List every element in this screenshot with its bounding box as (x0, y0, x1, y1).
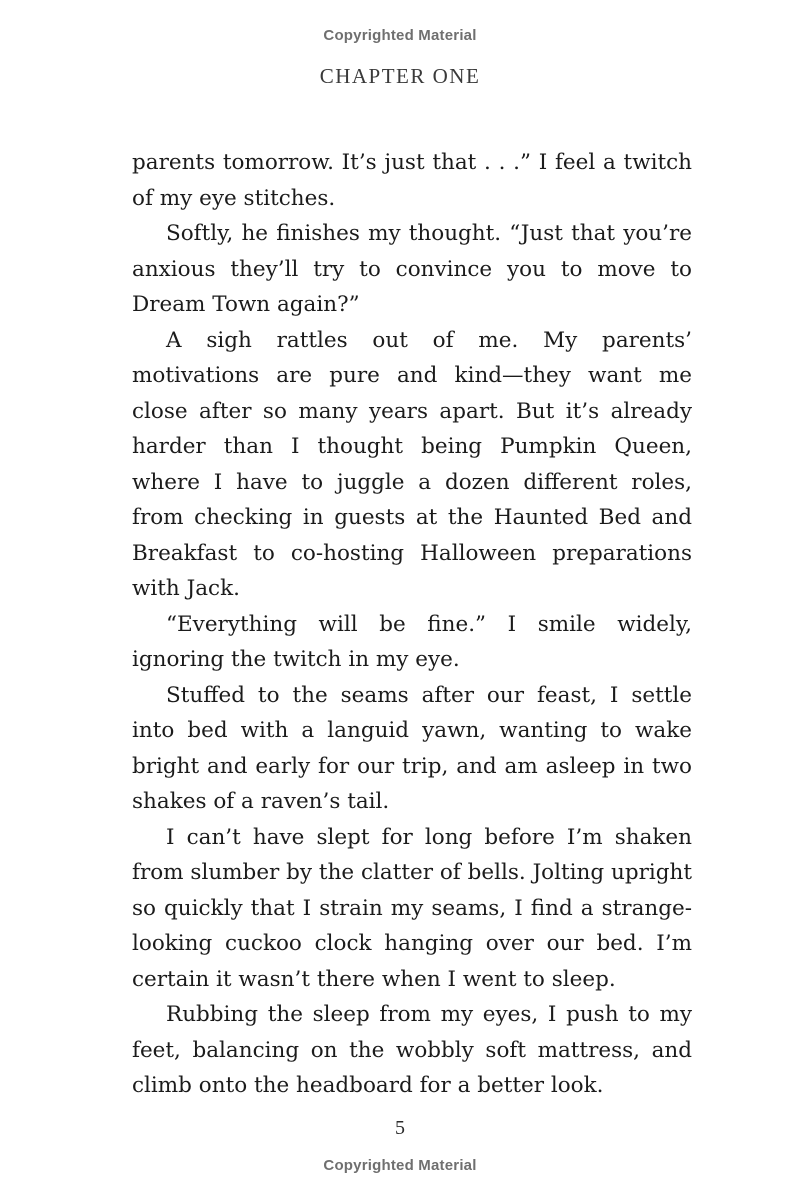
copyright-watermark-top: Copyrighted Material (323, 27, 477, 44)
chapter-running-head: CHAPTER ONE (319, 64, 481, 88)
copyright-watermark-bottom: Copyrighted Material (323, 1157, 477, 1174)
paragraph: Rubbing the sleep from my eyes, I push to my feet, balancing on the wobbly soft mattress, and climb onto the headboard for a better look. (132, 1002, 692, 1098)
paragraph: “Everything will be fine.” I smile widely, ignoring the twitch in my eye. (132, 611, 692, 672)
page-number: 5 (395, 1117, 405, 1139)
paragraph: Softly, he finishes my thought. “Just that you’re anxious they’ll try to convince you to move to Dream Town again?” (132, 221, 692, 317)
paragraph: I can’t have slept for long before I’m shaken from slumber by the clatter of bells. Jolting upright so quickly that I strain my seams, I find a strange-looking cuckoo clock hanging over our bed. I’m certain it wasn’t there when I went to sleep. (132, 824, 692, 992)
paragraph-continued: parents tomorrow. It’s just that . . .” I feel a twitch of my eye stitches. (132, 150, 692, 211)
paragraph: A sigh rattles out of me. My parents’ motivations are pure and kind—they want me close after so many years apart. But it’s already harder than I thought being Pumpkin Queen, where I have to juggle a dozen different roles, from checking in guests at the Haunted Bed and Breakfast to co-hosting Halloween preparations with Jack. (132, 327, 692, 601)
page-body (132, 145, 692, 1104)
paragraph: Stuffed to the seams after our feast, I settle into bed with a languid yawn, wanting to wake bright and early for our trip, and am asleep in two shakes of a raven’s tail. (132, 682, 692, 814)
